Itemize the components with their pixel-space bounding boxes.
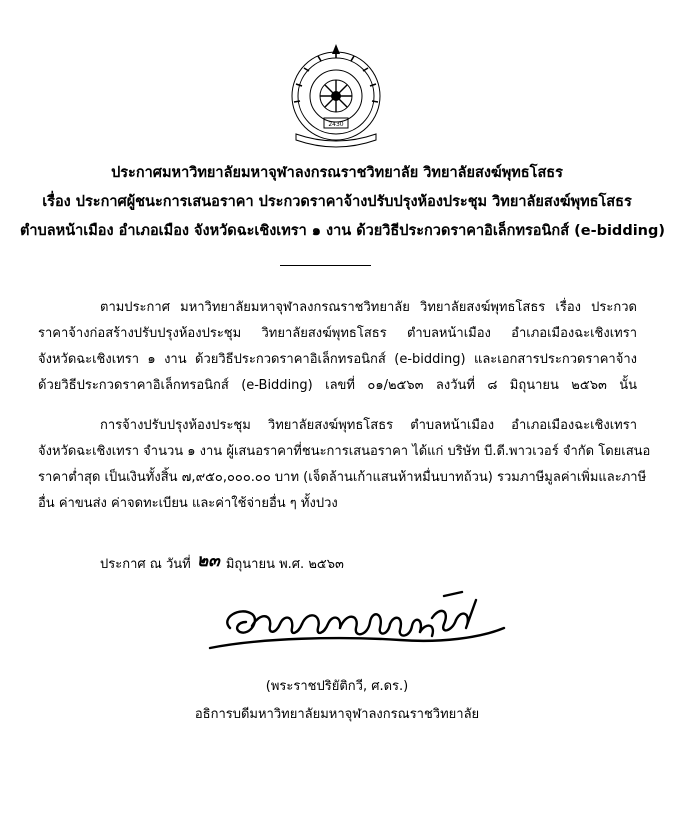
announcement-date (100, 551, 344, 572)
announcement-subject-location: ตำบลหน้าเมือง อำเภอเมือง จังหวัดฉะเชิงเทรา ๑ งาน ด้วยวิธีประกวดราคาอิเล็กทรอนิกส์ (e-bidding) (20, 223, 665, 239)
announcement-title: ประกาศมหาวิทยาลัยมหาจุฬาลงกรณราชวิทยาลัย วิทยาลัยสงฆ์พุทธโสธร (111, 165, 563, 181)
paragraph-2-line-3: ราคาต่ำสุด เป็นเงินทั้งสิ้น ๗,๙๕๐,๐๐๐.๐๐ บาท (เจ็ดล้านเก้าแสนห้าหมื่นบาทถ้วน) รวมภาษีมูลค่าเพิ่มและภาษี (38, 470, 647, 485)
paragraph-2-line-1: การจ้างปรับปรุงห้องประชุม วิทยาลัยสงฆ์พุทธโสธร ตำบลหน้าเมือง อำเภอเมืองฉะเชิงเทรา (100, 418, 637, 433)
header-divider (280, 265, 371, 266)
signature-icon (200, 588, 510, 660)
handwritten-day: ๒๓ (196, 551, 220, 571)
university-seal-icon (290, 40, 382, 150)
paragraph-1-line-2: ราคาจ้างก่อสร้างปรับปรุงห้องประชุม วิทยาลัยสงฆ์พุทธโสธร ตำบลหน้าเมือง อำเภอเมืองฉะเชิงเทรา (38, 326, 637, 341)
paragraph-1-line-3: จังหวัดฉะเชิงเทรา ๑ งาน ด้วยวิธีประกวดราคาอิเล็กทรอนิกส์ (e-bidding) และเอกสารประกวดราคาจ้าง (38, 352, 637, 367)
paragraph-1-line-1: ตามประกาศ มหาวิทยาลัยมหาจุฬาลงกรณราชวิทยาลัย วิทยาลัยสงฆ์พุทธโสธร เรื่อง ประกวด (100, 300, 637, 315)
paragraph-2-line-4: อื่น ค่าขนส่ง ค่าจดทะเบียน และค่าใช้จ่ายอื่น ๆ ทั้งปวง (38, 496, 338, 511)
date-month-year: มิถุนายน พ.ศ. ๒๕๖๓ (225, 557, 344, 572)
signer-name: (พระราชปริยัติกวี, ศ.ดร.) (265, 679, 409, 694)
seal-year-text: 2430 (328, 121, 344, 128)
signer-title: อธิการบดีมหาวิทยาลัยมหาจุฬาลงกรณราชวิทยาลัย (194, 707, 480, 722)
announcement-subject: เรื่อง ประกาศผู้ชนะการเสนอราคา ประกวดราคาจ้างปรับปรุงห้องประชุม วิทยาลัยสงฆ์พุทธโสธร (42, 194, 632, 210)
paragraph-1-line-4: ด้วยวิธีประกวดราคาอิเล็กทรอนิกส์ (e-Bidding) เลขที่ ๐๑/๒๕๖๓ ลงวันที่ ๘ มิถุนายน ๒๕๖๓ นั้น (38, 378, 637, 393)
paragraph-2-line-2: จังหวัดฉะเชิงเทรา จำนวน ๑ งาน ผู้เสนอราคาที่ชนะการเสนอราคา ได้แก่ บริษัท บี.ดี.พาวเวอร์ จำกัด โดยเสนอ (38, 444, 651, 459)
date-prefix: ประกาศ ณ วันที่ (100, 557, 191, 572)
